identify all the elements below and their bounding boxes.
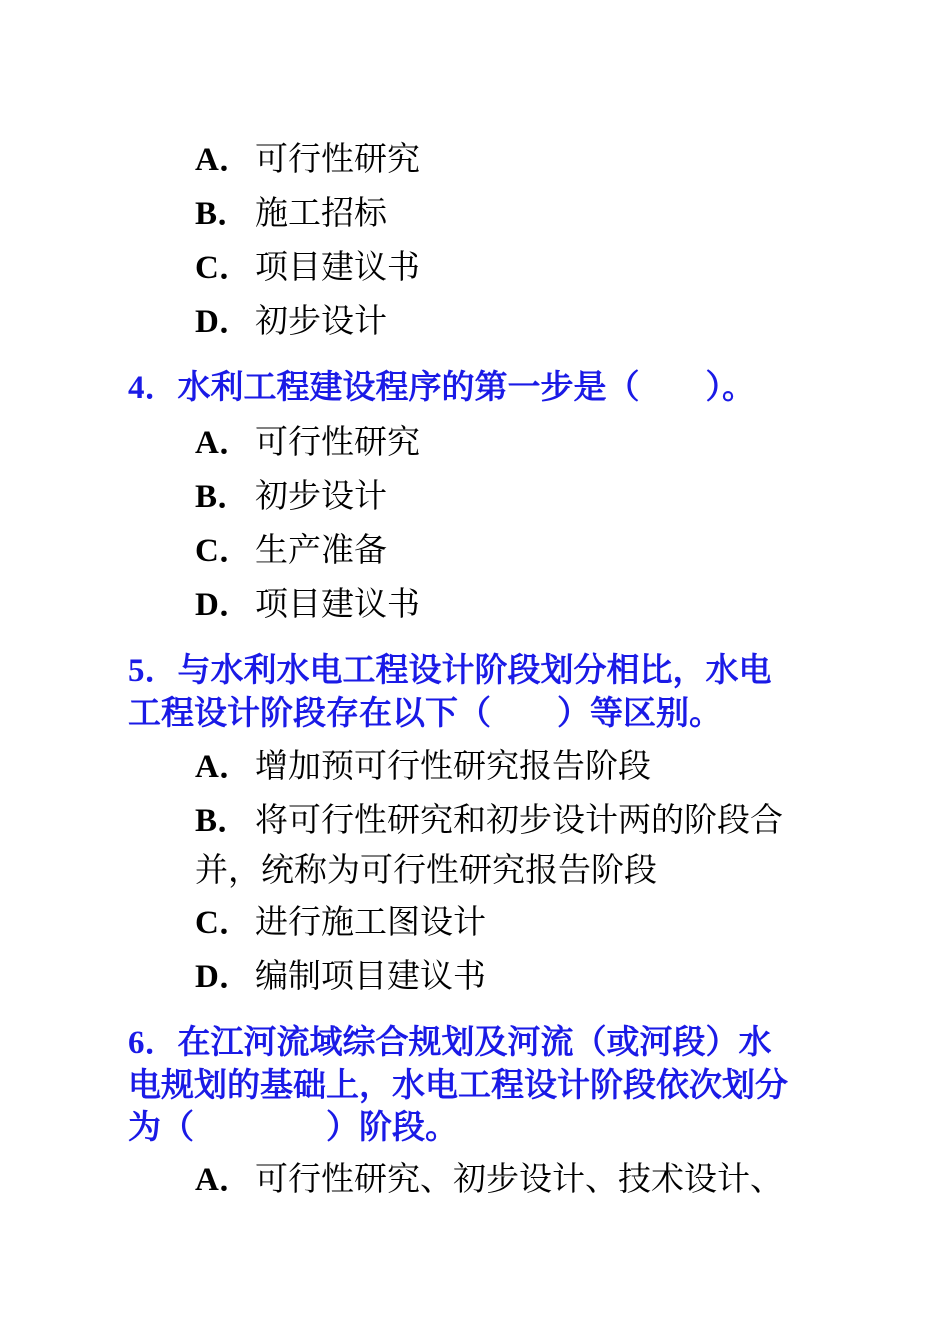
question-line: 工程设计阶段存在以下（ ）等区别。	[128, 693, 722, 732]
question-6	[128, 1021, 788, 1148]
option-c: C．项目建议书	[195, 247, 420, 286]
option-b: B． 将可行性研究和初步设计两的阶段合	[195, 800, 783, 839]
question-line: 为（ ）阶段。	[128, 1107, 458, 1146]
option-a: A．增加预可行性研究报告阶段	[195, 746, 651, 785]
option-a: A．可行性研究	[195, 139, 420, 178]
option-b-continued: 并，统称为可行性研究报告阶段	[195, 850, 657, 889]
option-d: D．编制项目建议书	[195, 956, 486, 995]
question-4	[128, 366, 755, 409]
option-a: A．可行性研究	[195, 422, 420, 461]
question-5	[128, 649, 772, 734]
question-line: 4．水利工程建设程序的第一步是（ ）。	[128, 367, 755, 406]
option-c: C．生产准备	[195, 530, 387, 569]
option-d: D．项目建议书	[195, 584, 420, 623]
option-c: C．进行施工图设计	[195, 902, 486, 941]
question-line: 6．在江河流域综合规划及河流（或河段）水	[128, 1022, 772, 1061]
option-d: D．初步设计	[195, 301, 387, 340]
option-b: B． 初步设计	[195, 476, 387, 515]
option-a: A．可行性研究、初步设计、技术设计、	[195, 1159, 783, 1198]
question-line: 电规划的基础上，水电工程设计阶段依次划分	[128, 1065, 788, 1104]
question-line: 5．与水利水电工程设计阶段划分相比，水电	[128, 650, 772, 689]
option-b: B． 施工招标	[195, 193, 387, 232]
